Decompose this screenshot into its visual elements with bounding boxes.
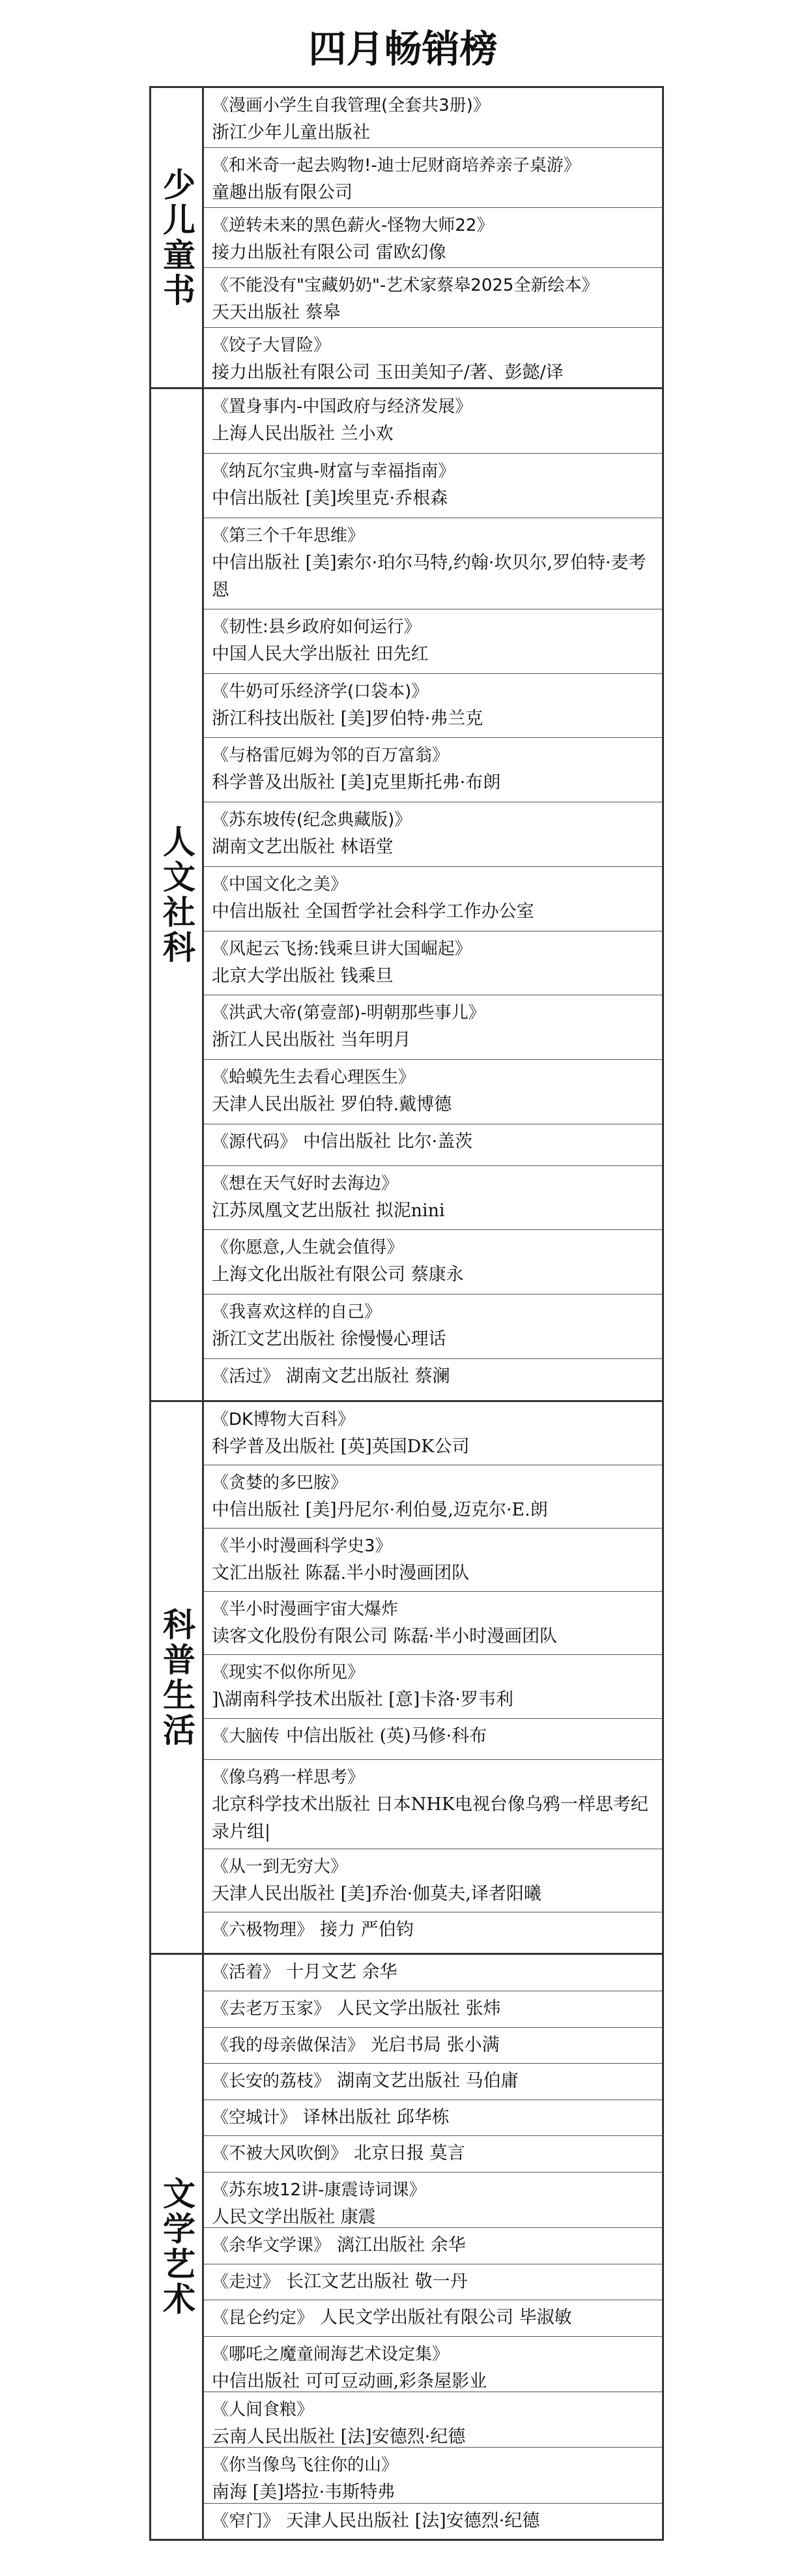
book-entry [204, 2336, 662, 2392]
page-title: 四月畅销榜 [308, 27, 498, 71]
category-label-text: 科普生活 [158, 1607, 195, 1748]
book-entry [204, 2392, 662, 2447]
book-publisher-author: 童趣出版有限公司 [212, 183, 353, 203]
book-title: 《大脑传 [212, 1726, 280, 1746]
book-entry [204, 88, 662, 147]
book-title: 《蛤蟆先生去看心理医生》 [212, 1068, 416, 1088]
book-publisher-author: 中信出版社 可可豆动画,彩条屋影业 [212, 2371, 487, 2392]
book-title: 《去老万玉家》 [212, 1998, 331, 2019]
book-entry [204, 518, 662, 609]
book-entry [204, 1654, 662, 1718]
book-title: 《像乌鸦一样思考》 [212, 1767, 365, 1787]
book-entry [204, 2447, 662, 2502]
book-entry [204, 389, 662, 453]
book-publisher-author: 中信出版社 比尔·盖茨 [303, 1131, 473, 1152]
book-title: 《活过》 [212, 1366, 280, 1386]
book-title: 《不能没有"宝藏奶奶"-艺术家蔡皋2025全新绘本》 [212, 276, 599, 296]
category-label-text: 人文社科 [158, 824, 195, 965]
category-label [151, 1955, 204, 2539]
book-entry [204, 1059, 662, 1124]
book-entry [204, 147, 662, 207]
book-title: 《空城计》 [212, 2107, 297, 2128]
book-entry [204, 2503, 662, 2539]
book-publisher-author: 中信出版社 [美]丹尼尔·利伯曼,迈克尔·E.朗 [212, 1499, 548, 1520]
book-entry [204, 1465, 662, 1528]
category-section [151, 1400, 662, 1954]
book-publisher-author: 浙江科技出版社 [美]罗伯特·弗兰克 [212, 708, 483, 729]
book-title: 《和米奇一起去购物!-迪士尼财商培养亲子桌游》 [212, 156, 581, 176]
book-title: 《昆仑约定》 [212, 2308, 314, 2328]
book-publisher-author: 天津人民出版社 [法]安德烈·纪德 [286, 2510, 540, 2531]
category-label [151, 389, 204, 1400]
book-title: 《与格雷厄姆为邻的百万富翁》 [212, 746, 450, 766]
book-title: 《置身事内-中国政府与经济发展》 [212, 397, 472, 417]
book-publisher-author: 天天出版社 蔡皋 [212, 302, 341, 323]
book-title: 《洪武大帝(第壹部)-明朝那些事儿》 [212, 1003, 485, 1023]
book-title: 《你当像鸟飞往你的山》 [212, 2455, 399, 2476]
book-publisher-author: 浙江少年儿童出版社 [212, 123, 370, 143]
book-title: 《我喜欢这样的自己》 [212, 1302, 382, 1323]
book-entry [204, 2264, 662, 2300]
book-title: 《半小时漫画宇宙大爆炸 [212, 1600, 399, 1620]
book-publisher-author: 天津人民出版社 [美]乔治·伽莫夫,译者阳曦 [212, 1884, 541, 1905]
book-entry [204, 609, 662, 673]
book-title: 《饺子大冒险》 [212, 336, 331, 356]
book-publisher-author: 北京日报 莫言 [354, 2143, 465, 2164]
book-publisher-author: 湖南文艺出版社 蔡澜 [286, 1366, 450, 1386]
book-entry [204, 2172, 662, 2227]
book-publisher-author: 长江文艺出版社 敬一丹 [286, 2271, 468, 2292]
book-entry [204, 1124, 662, 1165]
book-title: 《中国文化之美》 [212, 874, 348, 894]
book-entry [204, 1528, 662, 1591]
book-publisher-author: 人民文学出版社有限公司 毕淑敏 [320, 2307, 572, 2328]
book-publisher-author: 江苏凤凰文艺出版社 拟泥nini [212, 1200, 445, 1221]
book-publisher-author: 读客文化股份有限公司 陈磊·半小时漫画团队 [212, 1626, 558, 1647]
book-title: 《不被大风吹倒》 [212, 2144, 348, 2164]
book-publisher-author: 中信出版社 (英)马修·科布 [286, 1725, 487, 1746]
book-list [204, 1402, 662, 1954]
book-entry [204, 1165, 662, 1230]
book-publisher-author: ]\湖南科学技术出版社 [意]卡洛·罗韦利 [212, 1690, 513, 1710]
book-title: 《风起云飞扬:钱乘旦讲大国崛起》 [212, 939, 472, 959]
book-publisher-author: 北京科学技术出版社 日本NHK电视台像乌鸦一样思考纪录片组| [212, 1794, 648, 1842]
book-title: 《活着》 [212, 1963, 280, 1983]
book-publisher-author: 中信出版社 [美]埃里克·乔根森 [212, 488, 448, 509]
book-title: 《苏东坡12讲-康震诗词课》 [212, 2180, 426, 2200]
book-entry [204, 1358, 662, 1400]
book-title: 《我的母亲做保洁》 [212, 2035, 365, 2055]
bestseller-table [149, 86, 664, 2541]
category-label [151, 1402, 204, 1954]
book-title: 《漫画小学生自我管理(全套共3册)》 [212, 96, 490, 115]
book-publisher-author: 科学普及出版社 [美]克里斯托弗·布朗 [212, 772, 501, 793]
book-list [204, 88, 662, 387]
book-title: 《从一到无穷大》 [212, 1857, 348, 1877]
book-publisher-author: 译林出版社 邱华栋 [303, 2107, 450, 2128]
book-title: 《窄门》 [212, 2511, 280, 2531]
book-title: 《长安的荔枝》 [212, 2071, 331, 2092]
book-publisher-author: 十月文艺 余华 [286, 1962, 397, 1983]
book-title: 《现实不似你所见》 [212, 1663, 365, 1683]
book-title: 《第三个千年思维》 [212, 525, 365, 546]
book-publisher-author: 上海人民出版社 兰小欢 [212, 424, 394, 445]
book-entry [204, 995, 662, 1059]
book-publisher-author: 中信出版社 全国哲学社会科学工作办公室 [212, 901, 534, 922]
book-title: 《DK博物大百科》 [212, 1409, 355, 1429]
book-title: 《人间食粮》 [212, 2399, 314, 2420]
book-publisher-author: 浙江人民出版社 当年明月 [212, 1030, 411, 1051]
category-label-text: 少儿童书 [158, 167, 195, 308]
book-entry [204, 931, 662, 995]
book-title: 《纳瓦尔宝典-财富与幸福指南》 [212, 461, 455, 482]
book-publisher-author: 天津人民出版社 罗伯特.戴博德 [212, 1094, 452, 1115]
book-title: 《韧性:县乡政府如何运行》 [212, 617, 421, 637]
book-entry [204, 1759, 662, 1849]
book-publisher-author: 光启书局 张小满 [371, 2034, 500, 2055]
book-title: 《源代码》 [212, 1132, 297, 1152]
book-publisher-author: 浙江文艺出版社 徐慢慢心理话 [212, 1329, 446, 1350]
book-publisher-author: 漓江出版社 余华 [337, 2235, 466, 2255]
book-title: 《哪吒之魔童闹海艺术设定集》 [212, 2344, 450, 2364]
book-entry [204, 2300, 662, 2336]
book-entry [204, 866, 662, 931]
category-section [151, 1953, 662, 2539]
book-entry [204, 673, 662, 738]
book-entry [204, 1229, 662, 1294]
book-entry [204, 1402, 662, 1465]
book-publisher-author: 南海 [美]塔拉·韦斯特弗 [212, 2482, 396, 2503]
category-label [151, 88, 204, 387]
book-publisher-author: 接力出版社有限公司 玉田美知子/著、彭懿/译 [212, 362, 564, 383]
book-entry [204, 453, 662, 518]
book-entry [204, 737, 662, 802]
book-entry [204, 1718, 662, 1759]
book-list [204, 389, 662, 1400]
book-publisher-author: 中国人民大学出版社 田先红 [212, 643, 429, 664]
book-entry [204, 802, 662, 866]
book-publisher-author: 湖南文艺出版社 马伯庸 [337, 2071, 519, 2092]
book-entry [204, 2063, 662, 2100]
book-entry [204, 1955, 662, 1991]
book-publisher-author: 文汇出版社 陈磊.半小时漫画团队 [212, 1563, 470, 1584]
book-title: 《逆转未来的黑色薪火-怪物大师22》 [212, 216, 494, 236]
book-entry [204, 1591, 662, 1654]
book-title: 《余华文学课》 [212, 2236, 331, 2255]
book-entry [204, 1912, 662, 1953]
book-publisher-author: 湖南文艺出版社 林语堂 [212, 837, 394, 858]
book-publisher-author: 北京大学出版社 钱乘旦 [212, 965, 394, 986]
book-entry [204, 2227, 662, 2264]
book-title: 《贪婪的多巴胺》 [212, 1472, 348, 1493]
book-entry [204, 267, 662, 327]
book-entry [204, 207, 662, 267]
book-list [204, 1955, 662, 2539]
book-publisher-author: 接力出版社有限公司 雷欧幻像 [212, 242, 446, 263]
book-title: 《走过》 [212, 2272, 280, 2292]
book-title: 《想在天气好时去海边》 [212, 1173, 399, 1193]
book-title: 《牛奶可乐经济学(口袋本)》 [212, 681, 429, 701]
book-entry [204, 1991, 662, 2027]
book-entry [204, 327, 662, 387]
book-entry [204, 2135, 662, 2172]
book-entry [204, 2100, 662, 2136]
book-title: 《苏东坡传(纪念典藏版)》 [212, 810, 412, 830]
category-section [151, 88, 662, 387]
book-publisher-author: 云南人民出版社 [法]安德烈·纪德 [212, 2426, 466, 2447]
book-entry [204, 1849, 662, 1912]
book-entry [204, 2027, 662, 2064]
book-publisher-author: 人民文学出版社 康震 [212, 2206, 376, 2227]
book-title: 《半小时漫画科学史3》 [212, 1536, 392, 1557]
book-entry [204, 1294, 662, 1358]
book-publisher-author: 科学普及出版社 [英]英国DK公司 [212, 1436, 470, 1457]
book-publisher-author: 中信出版社 [美]索尔·珀尔马特,约翰·坎贝尔,罗伯特·麦考恩 [212, 552, 646, 600]
book-title: 《你愿意,人生就会值得》 [212, 1238, 404, 1258]
book-publisher-author: 上海文化出版社有限公司 蔡康永 [212, 1265, 464, 1285]
book-publisher-author: 人民文学出版社 张炜 [337, 1998, 501, 2019]
category-label-text: 文学艺术 [158, 2176, 195, 2318]
book-title: 《六极物理》 [212, 1920, 314, 1940]
book-publisher-author: 接力 严伯钧 [320, 1920, 414, 1940]
category-section [151, 387, 662, 1400]
